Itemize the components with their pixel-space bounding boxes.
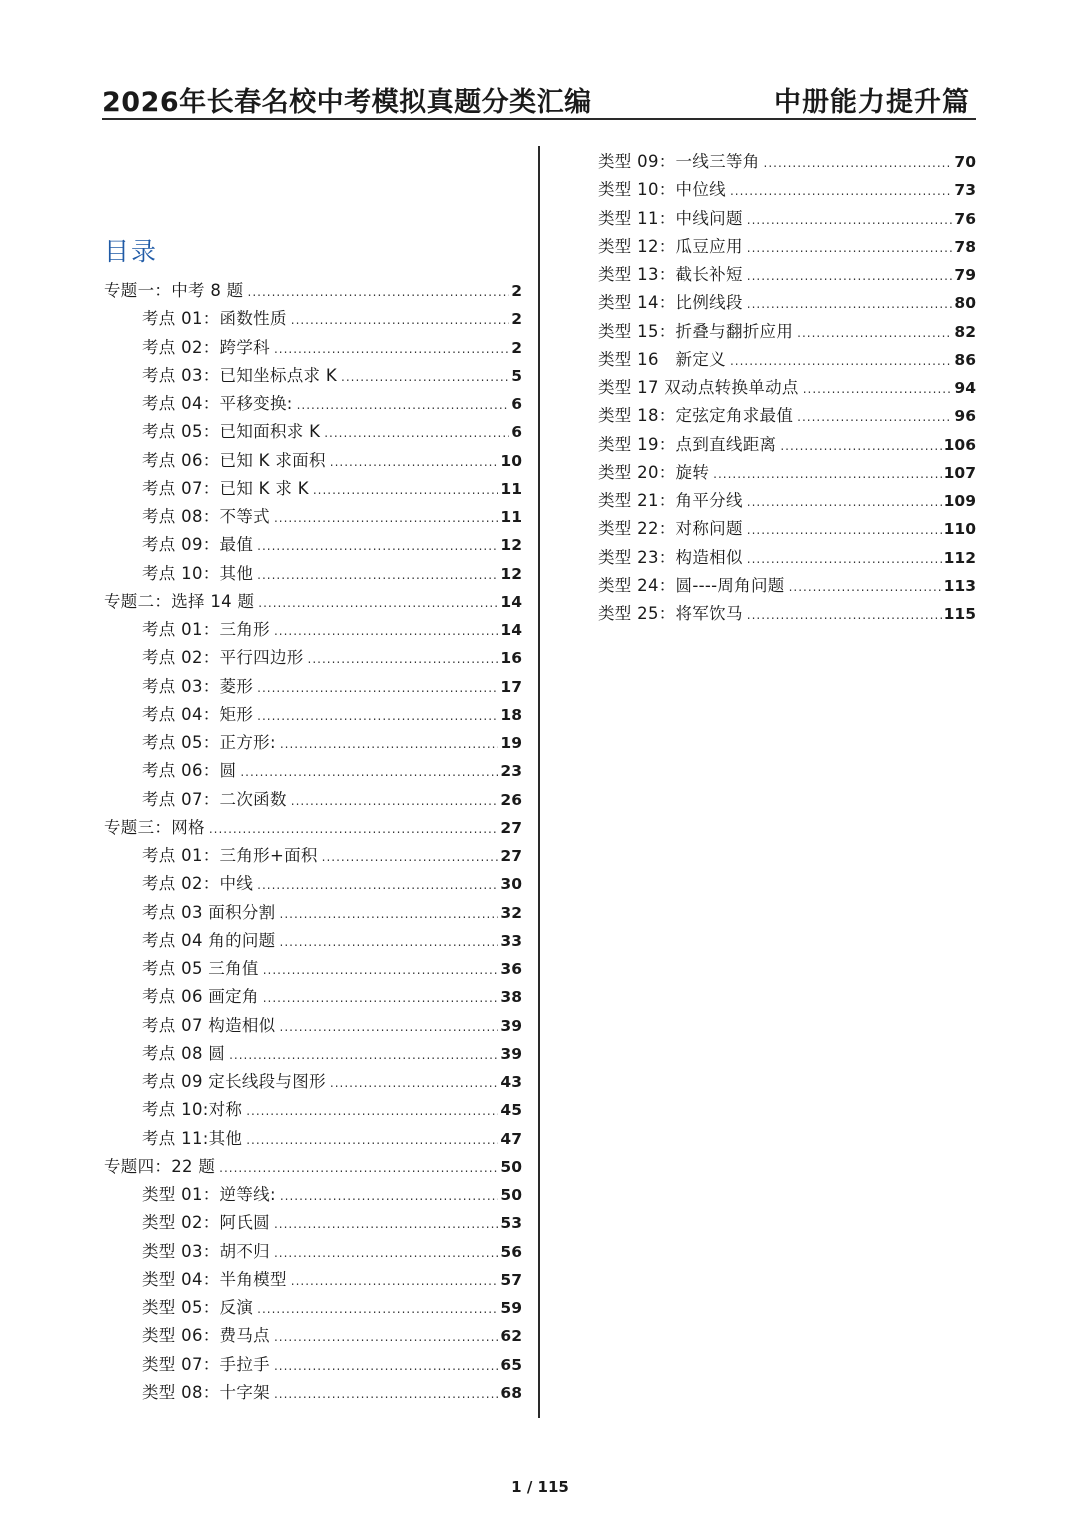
toc-leader-dots xyxy=(257,871,498,899)
toc-entry[interactable] xyxy=(104,531,522,559)
toc-leader-dots xyxy=(330,1069,499,1097)
toc-leader-dots xyxy=(780,432,941,460)
toc-entry-page: 14 xyxy=(500,592,522,611)
toc-entry-label: 类型 15：折叠与翻折应用 xyxy=(598,321,794,341)
toc-entry-label: 类型 16 新定义 xyxy=(598,349,726,369)
toc-entry-page: 39 xyxy=(500,1016,522,1035)
toc-entry-label: 考点 11:其他 xyxy=(142,1128,243,1148)
toc-entry-page: 78 xyxy=(954,237,976,256)
toc-left-column xyxy=(104,277,522,1407)
toc-leader-dots xyxy=(330,448,499,476)
toc-entry-page: 18 xyxy=(500,705,522,724)
toc-leader-dots xyxy=(730,177,952,205)
toc-entry-page: 80 xyxy=(954,294,976,313)
toc-heading: 目录 xyxy=(104,237,159,266)
toc-leader-dots xyxy=(747,290,953,318)
toc-entry[interactable] xyxy=(104,673,522,701)
toc-entry[interactable] xyxy=(104,927,522,955)
toc-entry-label: 类型 24：圆----周角问题 xyxy=(598,575,785,595)
toc-entry-label: 类型 02：阿氏圆 xyxy=(142,1213,270,1233)
toc-entry-label: 考点 03：已知坐标点求 K xyxy=(142,365,338,385)
toc-leader-dots xyxy=(747,516,942,544)
toc-entry-label: 类型 03：胡不归 xyxy=(142,1241,270,1261)
toc-leader-dots xyxy=(280,730,499,758)
toc-leader-dots xyxy=(274,617,498,645)
toc-entry[interactable] xyxy=(598,515,976,543)
toc-leader-dots xyxy=(229,1041,498,1069)
toc-leader-dots xyxy=(322,843,499,871)
toc-entry[interactable] xyxy=(104,1068,522,1096)
toc-entry-label: 类型 17 双动点转换单动点 xyxy=(598,378,799,397)
toc-entry-page: 5 xyxy=(511,366,522,385)
toc-entry-label: 考点 02：中线 xyxy=(142,874,254,894)
toc-leader-dots xyxy=(297,391,510,419)
toc-entry-page: 45 xyxy=(500,1101,522,1120)
toc-entry-label: 考点 06：已知 K 求面积 xyxy=(142,450,326,470)
toc-entry-page: 112 xyxy=(943,548,976,567)
toc-entry[interactable] xyxy=(104,447,522,475)
toc-leader-dots xyxy=(246,1126,498,1154)
toc-entry[interactable] xyxy=(104,842,522,870)
toc-entry[interactable] xyxy=(104,1322,522,1350)
toc-entry-label: 考点 08：不等式 xyxy=(142,507,270,526)
toc-entry-page: 14 xyxy=(500,621,522,639)
toc-entry-label: 类型 05：反演 xyxy=(142,1298,254,1317)
document-title: 2026年长春名校中考模拟真题分类汇编 xyxy=(102,87,592,118)
toc-leader-dots xyxy=(797,403,952,431)
toc-entry-page: 6 xyxy=(511,423,522,442)
toc-entry-page: 86 xyxy=(954,350,976,369)
volume-title: 中册能力提升篇 xyxy=(774,87,970,118)
toc-entry[interactable] xyxy=(104,1125,522,1153)
toc-entry-page: 38 xyxy=(500,988,522,1007)
toc-entry-page: 26 xyxy=(500,790,522,809)
toc-entry-page: 62 xyxy=(500,1327,522,1346)
toc-entry-label: 考点 07 构造相似 xyxy=(142,1015,276,1035)
toc-leader-dots xyxy=(209,815,499,843)
toc-leader-dots xyxy=(274,335,509,363)
toc-entry-page: 56 xyxy=(500,1242,522,1261)
toc-leader-dots xyxy=(219,1154,498,1182)
toc-entry-label: 考点 08 圆 xyxy=(142,1043,226,1063)
toc-entry-page: 82 xyxy=(954,322,976,341)
toc-entry-page: 19 xyxy=(500,734,522,752)
page-indicator: 1 / 115 xyxy=(511,1478,569,1496)
toc-leader-dots xyxy=(257,561,498,589)
toc-entry-label: 类型 13：截长补短 xyxy=(598,265,743,284)
toc-leader-dots xyxy=(291,1267,499,1295)
toc-entry-label: 考点 01：三角形 xyxy=(142,620,270,639)
toc-leader-dots xyxy=(274,504,498,532)
toc-entry-page: 27 xyxy=(500,818,522,837)
toc-entry-label: 类型 04：半角模型 xyxy=(142,1269,287,1289)
toc-leader-dots xyxy=(291,787,499,815)
toc-entry-label: 考点 02：跨学科 xyxy=(142,337,270,357)
toc-entry-page: 36 xyxy=(500,960,522,978)
toc-entry-page: 109 xyxy=(943,492,976,510)
toc-leader-dots xyxy=(248,278,510,306)
toc-entry-page: 73 xyxy=(954,181,976,200)
toc-section-entry[interactable] xyxy=(104,1153,522,1181)
toc-leader-dots xyxy=(747,601,942,629)
toc-entry[interactable] xyxy=(104,899,522,927)
toc-entry[interactable] xyxy=(598,318,976,346)
toc-entry-label: 考点 01：函数性质 xyxy=(142,309,287,329)
toc-entry-label: 类型 21：角平分线 xyxy=(598,491,743,510)
toc-entry-page: 79 xyxy=(954,266,976,284)
toc-leader-dots xyxy=(280,900,499,928)
toc-entry-page: 39 xyxy=(500,1044,522,1063)
toc-right-column xyxy=(598,148,976,628)
toc-entry[interactable] xyxy=(104,616,522,644)
toc-entry-page: 27 xyxy=(500,847,522,865)
toc-leader-dots xyxy=(713,460,942,488)
toc-leader-dots xyxy=(257,1295,498,1323)
toc-entry-label: 专题四：22 题 xyxy=(104,1156,216,1176)
toc-leader-dots xyxy=(747,234,953,262)
toc-entry-label: 类型 01：逆等线: xyxy=(142,1185,276,1204)
toc-leader-dots xyxy=(730,347,952,375)
toc-leader-dots xyxy=(308,645,499,673)
toc-entry[interactable] xyxy=(104,503,522,531)
toc-entry-page: 94 xyxy=(954,379,976,397)
toc-entry-page: 2 xyxy=(511,338,522,357)
toc-entry-page: 23 xyxy=(500,762,522,781)
toc-entry-page: 68 xyxy=(500,1383,522,1402)
toc-entry[interactable] xyxy=(598,374,976,402)
toc-entry-label: 考点 10：其他 xyxy=(142,563,254,583)
toc-entry[interactable] xyxy=(104,983,522,1011)
toc-entry[interactable] xyxy=(598,176,976,204)
toc-entry-page: 11 xyxy=(500,479,522,498)
toc-entry-page: 16 xyxy=(500,649,522,668)
toc-leader-dots xyxy=(797,319,952,347)
toc-leader-dots xyxy=(291,306,509,334)
toc-entry[interactable] xyxy=(598,205,976,233)
toc-entry-label: 考点 03 面积分割 xyxy=(142,902,276,922)
toc-entry-page: 65 xyxy=(500,1355,522,1374)
toc-entry[interactable] xyxy=(598,148,976,176)
toc-leader-dots xyxy=(257,674,498,702)
column-divider xyxy=(538,146,540,1418)
toc-entry-page: 106 xyxy=(943,435,976,454)
toc-entry[interactable] xyxy=(104,390,522,418)
toc-entry-label: 类型 07：手拉手 xyxy=(142,1354,270,1374)
toc-leader-dots xyxy=(747,488,942,516)
toc-entry-label: 类型 12：瓜豆应用 xyxy=(598,236,743,256)
toc-entry-page: 6 xyxy=(511,395,522,413)
toc-entry[interactable] xyxy=(598,233,976,261)
toc-entry[interactable] xyxy=(104,955,522,983)
toc-leader-dots xyxy=(747,545,942,573)
toc-entry-label: 类型 09：一线三等角 xyxy=(598,152,760,171)
toc-entry-label: 类型 18：定弦定角求最值 xyxy=(598,406,794,426)
toc-entry[interactable] xyxy=(598,487,976,515)
toc-leader-dots xyxy=(274,1210,498,1238)
toc-entry-label: 考点 04：平移变换: xyxy=(142,394,293,413)
toc-entry-label: 考点 06：圆 xyxy=(142,761,237,781)
toc-entry-label: 专题二：选择 14 题 xyxy=(104,591,255,611)
toc-entry-page: 57 xyxy=(500,1270,522,1289)
toc-leader-dots xyxy=(789,573,942,601)
toc-leader-dots xyxy=(274,1380,498,1408)
toc-entry-page: 115 xyxy=(943,605,976,623)
toc-entry[interactable] xyxy=(104,305,522,333)
toc-leader-dots xyxy=(246,1097,498,1125)
toc-entry[interactable] xyxy=(598,572,976,600)
toc-entry-page: 113 xyxy=(943,576,976,595)
toc-entry[interactable] xyxy=(104,1181,522,1209)
toc-entry-page: 12 xyxy=(500,536,522,555)
toc-entry-page: 30 xyxy=(500,875,522,894)
toc-entry-label: 考点 07：已知 K 求 K xyxy=(142,478,309,498)
toc-leader-dots xyxy=(274,1352,498,1380)
toc-entry-label: 专题三：网格 xyxy=(104,817,205,837)
toc-entry-label: 类型 22：对称问题 xyxy=(598,519,743,539)
toc-entry[interactable] xyxy=(598,346,976,374)
toc-leader-dots xyxy=(240,758,498,786)
toc-entry-label: 考点 09 定长线段与图形 xyxy=(142,1072,326,1091)
toc-entry[interactable] xyxy=(104,757,522,785)
toc-entry-label: 类型 06：费马点 xyxy=(142,1326,270,1346)
toc-entry-label: 类型 11：中线问题 xyxy=(598,208,743,228)
toc-entry-page: 50 xyxy=(500,1157,522,1176)
toc-entry-label: 考点 04 角的问题 xyxy=(142,930,276,950)
toc-leader-dots xyxy=(258,589,498,617)
toc-leader-dots xyxy=(341,363,509,391)
toc-entry-page: 107 xyxy=(943,463,976,482)
toc-entry-page: 43 xyxy=(500,1073,522,1091)
toc-entry-label: 类型 19：点到直线距离 xyxy=(598,434,777,454)
toc-entry-label: 类型 14：比例线段 xyxy=(598,293,743,313)
toc-entry[interactable] xyxy=(104,1294,522,1322)
toc-entry[interactable] xyxy=(104,362,522,390)
toc-entry[interactable] xyxy=(598,459,976,487)
toc-entry-page: 70 xyxy=(954,153,976,171)
toc-section-entry[interactable] xyxy=(104,277,522,305)
toc-entry-page: 110 xyxy=(943,520,976,539)
toc-entry-label: 考点 03：菱形 xyxy=(142,676,254,696)
toc-entry[interactable] xyxy=(104,334,522,362)
toc-entry-label: 类型 20：旋转 xyxy=(598,462,710,482)
toc-entry-page: 96 xyxy=(954,407,976,426)
toc-entry-label: 考点 10:对称 xyxy=(142,1100,243,1120)
toc-entry-label: 专题一：中考 8 题 xyxy=(104,281,244,300)
toc-leader-dots xyxy=(280,1013,499,1041)
toc-leader-dots xyxy=(747,206,953,234)
toc-leader-dots xyxy=(263,956,499,984)
toc-leader-dots xyxy=(274,1323,498,1351)
toc-entry-label: 考点 06 画定角 xyxy=(142,987,259,1007)
toc-entry-label: 考点 02：平行四边形 xyxy=(142,648,304,668)
toc-leader-dots xyxy=(747,262,953,290)
toc-entry[interactable] xyxy=(104,1379,522,1407)
toc-entry-label: 考点 04：矩形 xyxy=(142,704,254,724)
toc-entry-label: 类型 10：中位线 xyxy=(598,180,726,200)
toc-entry[interactable] xyxy=(104,1351,522,1379)
toc-entry-page: 59 xyxy=(500,1299,522,1317)
toc-entry-page: 32 xyxy=(500,903,522,922)
toc-entry[interactable] xyxy=(598,431,976,459)
toc-entry[interactable] xyxy=(104,560,522,588)
toc-entry[interactable] xyxy=(104,1238,522,1266)
toc-entry-page: 11 xyxy=(500,508,522,526)
toc-entry-page: 53 xyxy=(500,1214,522,1233)
toc-entry[interactable] xyxy=(104,701,522,729)
toc-section-entry[interactable] xyxy=(104,588,522,616)
toc-entry-label: 考点 05：正方形: xyxy=(142,733,276,752)
toc-leader-dots xyxy=(274,1239,498,1267)
toc-entry-label: 考点 09：最值 xyxy=(142,535,254,555)
toc-section-entry[interactable] xyxy=(104,814,522,842)
toc-entry-label: 类型 25：将军饮马 xyxy=(598,604,743,623)
toc-entry[interactable] xyxy=(598,261,976,289)
toc-entry-label: 考点 05 三角值 xyxy=(142,959,259,978)
toc-entry-page: 17 xyxy=(500,677,522,696)
toc-leader-dots xyxy=(280,1182,499,1210)
toc-entry-label: 类型 08：十字架 xyxy=(142,1382,270,1402)
toc-leader-dots xyxy=(313,476,499,504)
toc-entry-label: 考点 07：二次函数 xyxy=(142,789,287,809)
toc-entry-page: 50 xyxy=(500,1186,522,1204)
toc-entry[interactable] xyxy=(104,729,522,757)
toc-entry[interactable] xyxy=(104,1096,522,1124)
toc-leader-dots xyxy=(803,375,953,403)
toc-entry[interactable] xyxy=(104,786,522,814)
toc-entry-label: 考点 05：已知面积求 K xyxy=(142,422,321,442)
toc-leader-dots xyxy=(257,702,498,730)
toc-entry[interactable] xyxy=(598,289,976,317)
toc-entry-label: 考点 01：三角形+面积 xyxy=(142,846,318,865)
toc-leader-dots xyxy=(324,419,509,447)
toc-leader-dots xyxy=(257,532,498,560)
toc-entry-page: 2 xyxy=(511,310,522,329)
toc-entry[interactable] xyxy=(104,1012,522,1040)
toc-entry-page: 76 xyxy=(954,209,976,228)
toc-leader-dots xyxy=(280,928,499,956)
toc-entry[interactable] xyxy=(104,475,522,503)
toc-entry-page: 12 xyxy=(500,564,522,583)
toc-entry-page: 47 xyxy=(500,1129,522,1148)
toc-entry[interactable] xyxy=(104,644,522,672)
toc-leader-dots xyxy=(764,149,953,177)
toc-leader-dots xyxy=(263,984,499,1012)
toc-entry[interactable] xyxy=(598,544,976,572)
toc-entry[interactable] xyxy=(104,870,522,898)
toc-entry[interactable] xyxy=(598,600,976,628)
toc-entry-page: 2 xyxy=(511,282,522,300)
page-header xyxy=(102,78,976,120)
toc-entry[interactable] xyxy=(104,1266,522,1294)
toc-entry[interactable] xyxy=(104,418,522,446)
toc-entry[interactable] xyxy=(104,1040,522,1068)
toc-entry-page: 33 xyxy=(500,931,522,950)
toc-entry[interactable] xyxy=(598,402,976,430)
toc-entry[interactable] xyxy=(104,1209,522,1237)
toc-entry-page: 10 xyxy=(500,451,522,470)
toc-entry-label: 类型 23：构造相似 xyxy=(598,547,743,567)
